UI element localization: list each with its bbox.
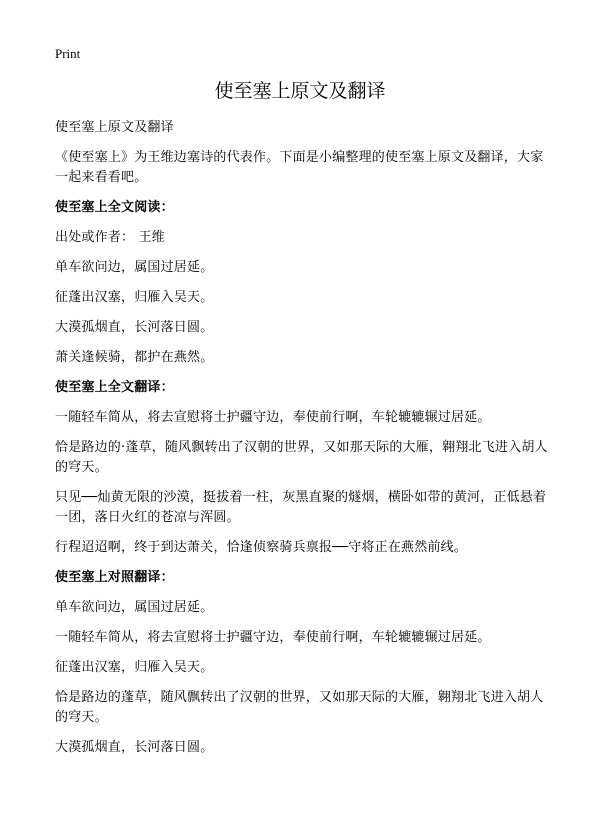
document-body xyxy=(55,118,551,768)
translation-paragraph: 行程迢迢啊，终于到达萧关，恰逢侦察骑兵禀报──守将正在燕然前线。 xyxy=(55,540,468,555)
section-heading-full-text: 使至塞上全文阅读： xyxy=(55,200,174,215)
translation-paragraph: 恰是路边的蓬草，随风飘转出了汉朝的世界，又如那天际的大雁，翱翔北飞进入胡人的穹天。 xyxy=(55,690,544,725)
translation-paragraph: 一随轻车简从，将去宣慰将士护疆守边，奉使前行啊，车轮辘辘辗过居延。 xyxy=(55,630,491,645)
poem-line: 征蓬出汉塞，归雁入吴天。 xyxy=(55,290,214,305)
author-line: 出处或作者： 王维 xyxy=(55,230,165,245)
translation-paragraph: 恰是路边的·蓬草，随风飘转出了汉朝的世界，又如那天际的大雁，翱翔北飞进入胡人的穹天。 xyxy=(55,440,548,475)
poem-line: 单车欲问边，属国过居延。 xyxy=(55,600,214,615)
poem-line: 大漠孤烟直，长河落日圆。 xyxy=(55,740,214,755)
intro-paragraph: 《使至塞上》为王维边塞诗的代表作。下面是小编整理的使至塞上原文及翻译，大家一起来看看吧。 xyxy=(55,150,544,185)
section-heading-translation: 使至塞上全文翻译： xyxy=(55,380,174,395)
poem-line: 大漠孤烟直，长河落日圆。 xyxy=(55,320,214,335)
poem-line: 单车欲问边，属国过居延。 xyxy=(55,260,214,275)
poem-line: 萧关逢候骑，都护在燕然。 xyxy=(55,350,214,365)
poem-line: 征蓬出汉塞，归雁入吴天。 xyxy=(55,660,214,675)
translation-paragraph: 一随轻车简从，将去宣慰将士护疆守边，奉使前行啊，车轮辘辘辗过居延。 xyxy=(55,410,491,425)
section-heading-comparison: 使至塞上对照翻译： xyxy=(55,570,174,585)
intro-subtitle: 使至塞上原文及翻译 xyxy=(55,120,174,135)
translation-paragraph: 只见──灿黄无限的沙漠，挺拔着一柱，灰黑直聚的燧烟，横卧如带的黄河，正低悬着一团，落日火红的苍凉与浑圆。 xyxy=(55,490,547,525)
document-title: 使至塞上原文及翻译 xyxy=(214,80,386,102)
print-label: Print xyxy=(55,46,81,61)
